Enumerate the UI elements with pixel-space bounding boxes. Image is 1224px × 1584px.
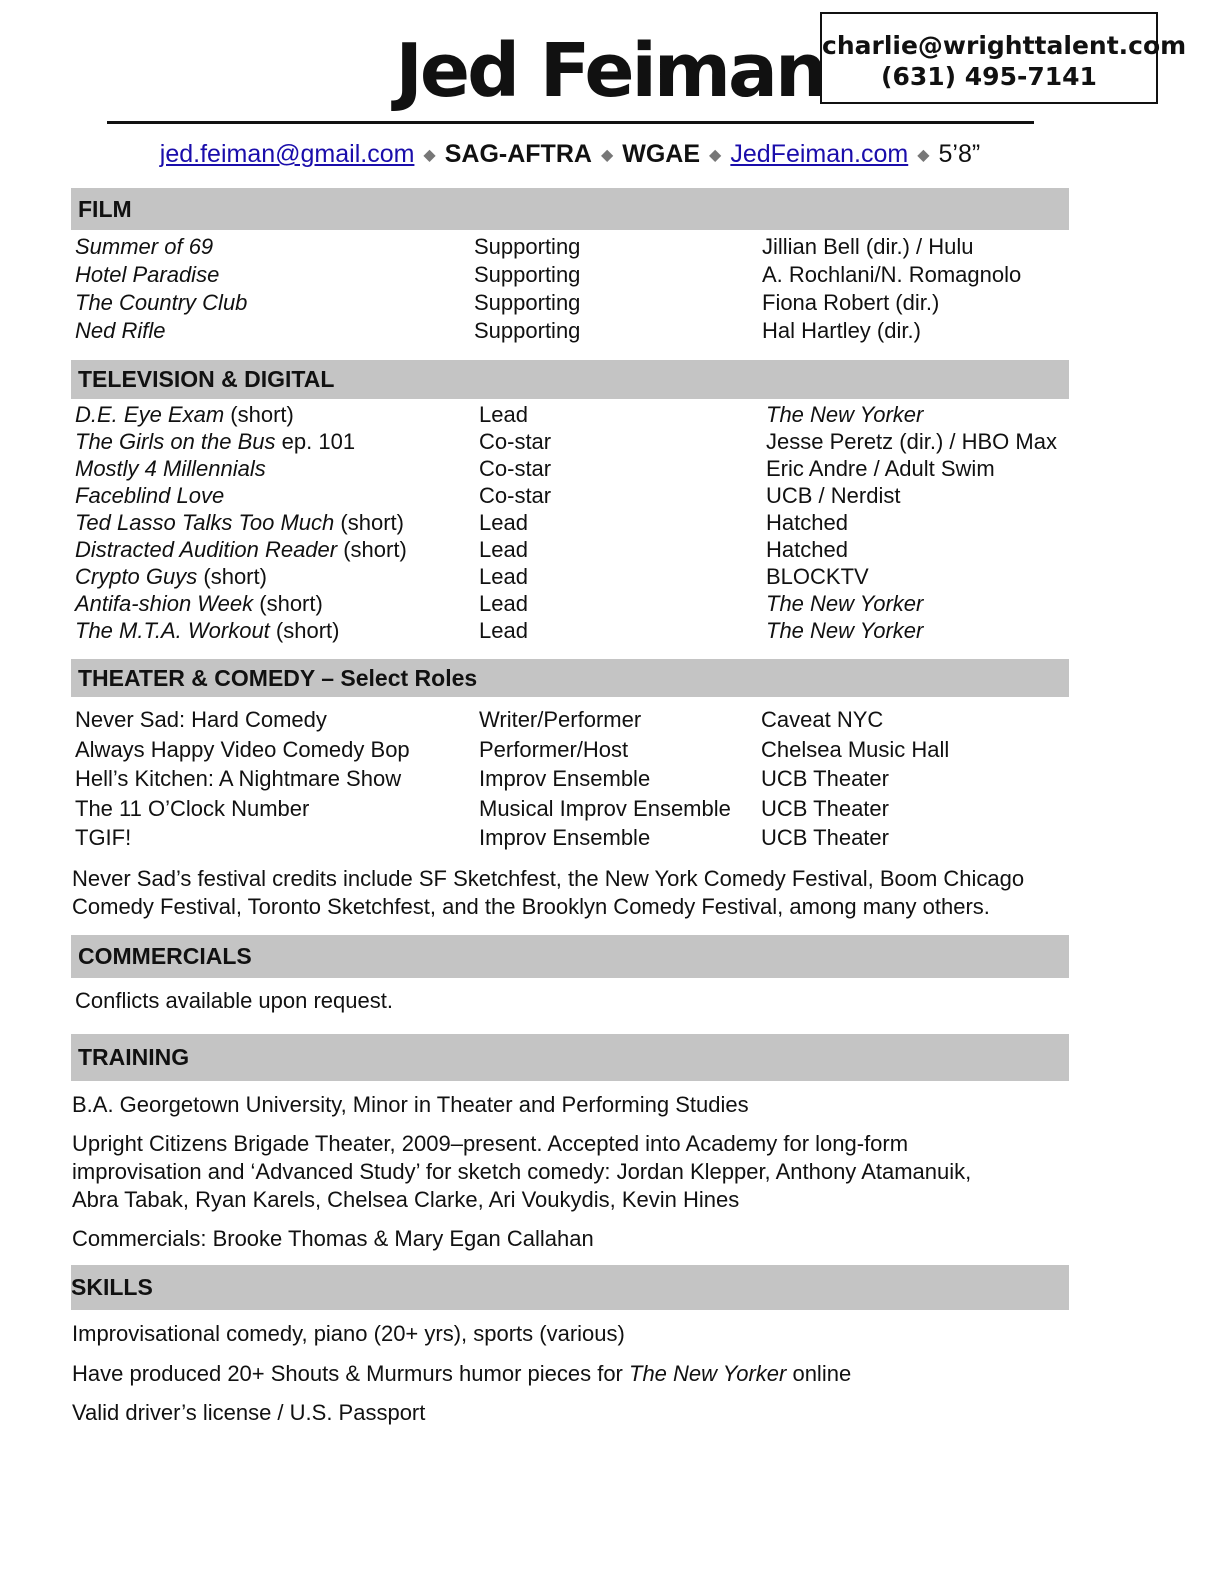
section-header-commercials: COMMERCIALS — [71, 935, 1069, 978]
diamond-separator-icon: ◆ — [709, 147, 722, 164]
credit-title: Hotel Paradise — [75, 262, 220, 287]
table-row — [75, 317, 1075, 345]
credit-suffix: (short) — [224, 402, 294, 427]
show-title: TGIF! — [75, 825, 132, 850]
agent-phone: (631) 495-7141 — [881, 62, 1097, 91]
credit-role: Supporting — [474, 262, 581, 287]
skill-text: Have produced 20+ Shouts & Murmurs humor pieces for — [72, 1361, 629, 1386]
festival-note — [72, 865, 1072, 921]
diamond-separator-icon: ◆ — [423, 147, 436, 164]
credit-title-cell — [75, 401, 294, 429]
table-row — [75, 261, 1075, 289]
show-role: Improv Ensemble — [479, 766, 651, 791]
table-row — [75, 765, 1075, 795]
actor-name: Jed Feiman — [395, 28, 825, 114]
show-venue: UCB Theater — [761, 825, 889, 850]
skill-item: Improvisational comedy, piano (20+ yrs), sports (various) — [72, 1321, 625, 1346]
commercials-text: Conflicts available upon request. — [75, 988, 393, 1013]
credit-title: Ted Lasso Talks Too Much — [75, 510, 335, 535]
credit-suffix: (short) — [269, 618, 340, 643]
section-header-skills: SKILLS — [71, 1265, 1069, 1310]
credit-role: Co-star — [479, 483, 552, 508]
credit-network: The New Yorker — [766, 402, 924, 427]
table-row — [75, 289, 1075, 317]
credit-role: Lead — [479, 618, 528, 643]
credit-director: A. Rochlani/N. Romagnolo — [762, 262, 1022, 287]
show-role: Performer/Host — [479, 736, 629, 762]
credit-role: Lead — [479, 537, 528, 562]
credit-director: Fiona Robert (dir.) — [762, 290, 940, 315]
credit-title-cell — [75, 482, 224, 510]
table-row — [75, 482, 1075, 509]
union-wgae: WGAE — [622, 140, 701, 168]
festival-note-line: Comedy Festival, Toronto Sketchfest, and the Brooklyn Comedy Festival, among many others. — [72, 894, 990, 919]
credit-title: Mostly 4 Millennials — [75, 456, 266, 481]
credit-title-cell — [75, 509, 404, 537]
festival-note-line: Never Sad’s festival credits include SF Sketchfest, the New York Comedy Festival, Boom Chicago — [72, 866, 1025, 891]
table-row — [75, 536, 1075, 563]
website-link[interactable]: JedFeiman.com — [730, 140, 909, 168]
height: 5’8” — [938, 140, 981, 168]
credit-title-cell — [75, 590, 323, 618]
section-header-film: FILM — [71, 188, 1069, 230]
show-venue: UCB Theater — [761, 795, 889, 821]
credit-role: Supporting — [474, 290, 581, 315]
section-header-theater: THEATER & COMEDY – Select Roles — [71, 659, 1069, 697]
show-title: Always Happy Video Comedy Bop — [75, 736, 410, 762]
credit-title: Ned Rifle — [75, 318, 166, 343]
credit-role: Supporting — [474, 234, 581, 259]
skill-item: Valid driver’s license / U.S. Passport — [72, 1400, 426, 1425]
credit-title-cell — [75, 536, 407, 564]
show-role: Improv Ensemble — [479, 825, 651, 850]
training-ba: B.A. Georgetown University, Minor in Theater and Performing Studies — [72, 1092, 749, 1117]
show-title: Hell’s Kitchen: A Nightmare Show — [75, 766, 402, 791]
credit-network: Hatched — [766, 537, 848, 562]
credit-title: Summer of 69 — [75, 234, 214, 259]
table-row — [75, 824, 1075, 854]
tv-credits — [75, 401, 1075, 644]
show-role: Musical Improv Ensemble — [479, 795, 731, 821]
credit-title-cell — [75, 455, 266, 483]
training-ucb-line: improvisation and ‘Advanced Study’ for sketch comedy: Jordan Klepper, Anthony Atamanuik, — [72, 1159, 972, 1184]
credit-network: The New Yorker — [766, 591, 924, 616]
credit-title: Distracted Audition Reader — [75, 537, 338, 562]
credit-title-cell — [75, 617, 340, 645]
credit-suffix: (short) — [337, 537, 407, 562]
email-link[interactable]: jed.feiman@gmail.com — [159, 140, 415, 168]
theater-credits — [75, 706, 1075, 854]
table-row — [75, 428, 1075, 455]
show-title: Never Sad: Hard Comedy — [75, 707, 327, 732]
section-header-training: TRAINING — [71, 1034, 1069, 1081]
table-row — [75, 736, 1075, 766]
credit-role: Lead — [479, 402, 528, 427]
table-row — [75, 590, 1075, 617]
skill-publication: The New Yorker — [629, 1361, 787, 1386]
show-venue: Caveat NYC — [761, 707, 884, 732]
credit-network: Jesse Peretz (dir.) / HBO Max — [766, 429, 1057, 454]
table-row — [75, 706, 1075, 736]
table-row — [75, 617, 1075, 644]
training-ucb — [72, 1130, 1072, 1214]
agent-email: charlie@wrighttalent.com — [822, 31, 1187, 60]
credit-title: D.E. Eye Exam — [75, 402, 225, 427]
credit-title: Faceblind Love — [75, 483, 225, 508]
skill-item — [72, 1360, 1072, 1388]
credit-role: Lead — [479, 510, 528, 535]
credit-title-cell — [75, 428, 355, 456]
header-divider — [107, 121, 1034, 124]
show-venue: UCB Theater — [761, 766, 889, 791]
skill-text: online — [786, 1361, 852, 1386]
credit-title: The Girls on the Bus — [75, 429, 276, 454]
credit-network: BLOCKTV — [766, 564, 869, 589]
show-title: The 11 O’Clock Number — [75, 795, 310, 821]
table-row — [75, 509, 1075, 536]
credit-suffix: (short) — [253, 591, 323, 616]
credit-director: Hal Hartley (dir.) — [762, 318, 921, 343]
section-header-tv: TELEVISION & DIGITAL — [71, 360, 1069, 399]
table-row — [75, 563, 1075, 590]
diamond-separator-icon: ◆ — [600, 147, 614, 164]
credit-role: Supporting — [474, 318, 581, 343]
credit-title: The Country Club — [75, 290, 248, 315]
table-row — [75, 455, 1075, 482]
table-row — [75, 795, 1075, 825]
credit-title-cell — [75, 563, 267, 591]
show-venue: Chelsea Music Hall — [761, 736, 950, 762]
credit-network: Hatched — [766, 510, 848, 535]
credit-title: Antifa-shion Week — [75, 591, 254, 616]
table-row — [75, 233, 1075, 261]
credit-role: Lead — [479, 564, 528, 589]
training-commercials: Commercials: Brooke Thomas & Mary Egan Callahan — [72, 1226, 594, 1251]
film-credits — [75, 233, 1075, 345]
credit-role: Lead — [479, 591, 528, 616]
credit-network: Eric Andre / Adult Swim — [766, 456, 995, 481]
credit-title: The M.T.A. Workout — [75, 618, 270, 643]
credit-role: Co-star — [479, 456, 552, 481]
show-role: Writer/Performer — [479, 707, 642, 732]
credit-suffix: ep. 101 — [275, 429, 356, 454]
credit-suffix: (short) — [197, 564, 267, 589]
credit-title: Crypto Guys — [75, 564, 198, 589]
credit-director: Jillian Bell (dir.) / Hulu — [762, 234, 974, 259]
credit-role: Co-star — [479, 429, 552, 454]
training-ucb-line: Abra Tabak, Ryan Karels, Chelsea Clarke, Ari Voukydis, Kevin Hines — [72, 1187, 740, 1212]
training-ucb-line: Upright Citizens Brigade Theater, 2009–present. Accepted into Academy for long-form — [72, 1131, 909, 1156]
contact-line — [0, 136, 1140, 174]
credit-network: UCB / Nerdist — [766, 483, 901, 508]
credit-network: The New Yorker — [766, 618, 924, 643]
diamond-separator-icon: ◆ — [917, 147, 930, 164]
table-row — [75, 401, 1075, 428]
union-sag-aftra: SAG-AFTRA — [444, 140, 592, 168]
agent-contact-box — [820, 12, 1187, 104]
credit-suffix: (short) — [334, 510, 404, 535]
